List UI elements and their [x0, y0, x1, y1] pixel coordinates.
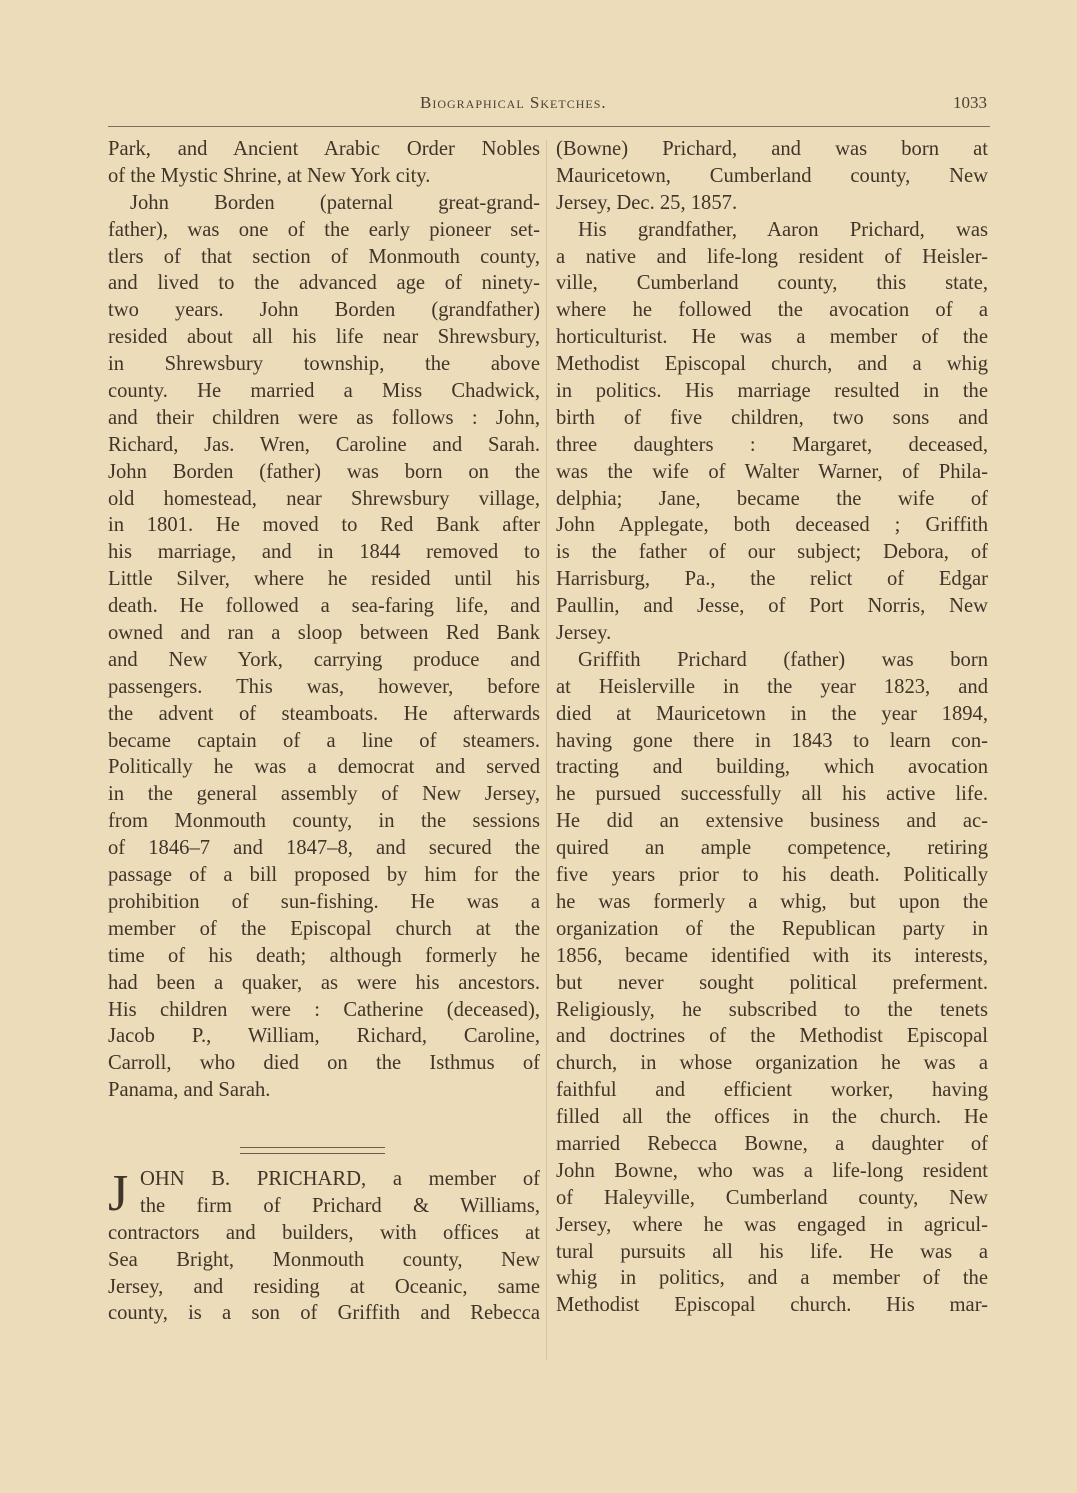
- text-line: county. He married a Miss Chadwick,: [108, 380, 540, 403]
- text-line: his marriage, and in 1844 removed to: [108, 541, 540, 564]
- section-separator-rule-lower: [240, 1153, 385, 1154]
- text-line: two years. John Borden (grandfather): [108, 299, 540, 322]
- biography-entry-prichard: [108, 1166, 540, 1327]
- text-line: John Applegate, both deceased ; Griffith: [556, 514, 988, 537]
- text-line: old homestead, near Shrewsbury village,: [108, 487, 540, 510]
- text-line: but never sought political preferment.: [556, 971, 988, 994]
- text-line: death. He followed a sea-faring life, and: [108, 595, 540, 618]
- text-line: John Borden (paternal great-grand-: [130, 191, 540, 214]
- text-line: whig in politics, and a member of the: [556, 1267, 988, 1290]
- text-line: the advent of steamboats. He afterwards: [108, 702, 540, 725]
- text-line: three daughters : Margaret, deceased,: [556, 433, 988, 456]
- text-line: of 1846–7 and 1847–8, and secured the: [108, 837, 540, 860]
- text-line: five years prior to his death. Politically: [556, 864, 988, 887]
- text-line: had been a quaker, as were his ancestors.: [108, 971, 540, 994]
- text-line: Jersey, Dec. 25, 1857.: [556, 191, 738, 214]
- text-line: became captain of a line of steamers.: [108, 729, 540, 752]
- text-line: and lived to the advanced age of ninety-: [108, 272, 540, 295]
- text-line: is the father of our subject; Debora, of: [556, 541, 988, 564]
- text-line: faithful and efficient worker, having: [556, 1079, 988, 1102]
- text-line: where he followed the avocation of a: [556, 299, 988, 322]
- text-line: organization of the Republican party in: [556, 917, 988, 940]
- text-line: at Heislerville in the year 1823, and: [556, 675, 988, 698]
- text-line: in politics. His marriage resulted in the: [556, 380, 988, 403]
- text-line: Methodist Episcopal church, and a whig: [556, 353, 988, 376]
- text-line: father), was one of the early pioneer set-: [108, 218, 540, 241]
- column-divider: [546, 140, 547, 1360]
- text-line: Methodist Episcopal church. His mar-: [556, 1294, 988, 1317]
- text-line: resided about all his life near Shrewsbury,: [108, 326, 540, 349]
- text-line: Paullin, and Jesse, of Port Norris, New: [556, 595, 988, 618]
- text-line: OHN B. PRICHARD, a member of: [140, 1168, 540, 1190]
- text-line: Griffith Prichard (father) was born: [578, 648, 988, 671]
- text-line: Politically he was a democrat and served: [108, 756, 540, 779]
- text-line: he pursued successfully all his active life.: [556, 783, 988, 806]
- text-line: church, in whose organization he was a: [556, 1052, 988, 1075]
- text-line: Carroll, who died on the Isthmus of: [108, 1052, 540, 1075]
- text-line: of the Mystic Shrine, at New York city.: [108, 164, 431, 187]
- text-line: died at Mauricetown in the year 1894,: [556, 702, 988, 725]
- text-line: county, is a son of Griffith and Rebecca: [108, 1302, 540, 1325]
- text-line: tracting and building, which avocation: [556, 756, 988, 779]
- text-line: he was formerly a whig, but upon the: [556, 890, 988, 913]
- text-line: filled all the offices in the church. He: [556, 1106, 988, 1129]
- text-line: John Borden (father) was born on the: [108, 460, 540, 483]
- text-line: in the general assembly of New Jersey,: [108, 783, 540, 806]
- text-line: birth of five children, two sons and: [556, 406, 988, 429]
- running-head: Biographical Sketches.: [420, 93, 607, 112]
- text-line: His children were : Catherine (deceased),: [108, 998, 540, 1021]
- text-line: His grandfather, Aaron Prichard, was: [578, 218, 988, 241]
- text-line: Park, and Ancient Arabic Order Nobles: [108, 138, 540, 160]
- page-number: 1033: [953, 93, 987, 112]
- text-line: quired an ample competence, retiring: [556, 837, 988, 860]
- text-line: was the wife of Walter Warner, of Phila-: [556, 460, 988, 483]
- text-line: contractors and builders, with offices at: [108, 1221, 540, 1244]
- text-line: owned and ran a sloop between Red Bank: [108, 622, 540, 645]
- text-line: Jersey.: [556, 622, 612, 645]
- right-column: [556, 136, 988, 1319]
- text-line: Richard, Jas. Wren, Caroline and Sarah.: [108, 433, 540, 456]
- left-column: [108, 136, 540, 1104]
- text-line: Mauricetown, Cumberland county, New: [556, 164, 988, 187]
- text-line: tlers of that section of Monmouth county,: [108, 245, 540, 268]
- text-line: tural pursuits all his life. He was a: [556, 1240, 988, 1263]
- section-separator-rule: [240, 1147, 385, 1148]
- text-line: of Haleyville, Cumberland county, New: [556, 1186, 988, 1209]
- text-line: 1856, became identified with its interests,: [556, 944, 988, 967]
- text-line: and New York, carrying produce and: [108, 648, 540, 671]
- text-line: prohibition of sun-fishing. He was a: [108, 890, 540, 913]
- text-line: ville, Cumberland county, this state,: [556, 272, 988, 295]
- drop-cap: J: [108, 1165, 129, 1222]
- text-line: Little Silver, where he resided until his: [108, 568, 540, 591]
- text-line: the firm of Prichard & Williams,: [140, 1194, 540, 1217]
- text-line: married Rebecca Bowne, a daughter of: [556, 1132, 988, 1155]
- text-line: Jersey, where he was engaged in agricul-: [556, 1213, 988, 1236]
- text-line: He did an extensive business and ac-: [556, 810, 988, 833]
- header-rule: [108, 126, 990, 127]
- text-line: time of his death; although formerly he: [108, 944, 540, 967]
- text-line: Panama, and Sarah.: [108, 1079, 271, 1102]
- text-line: delphia; Jane, became the wife of: [556, 487, 988, 510]
- text-line: in Shrewsbury township, the above: [108, 353, 540, 376]
- text-line: having gone there in 1843 to learn con-: [556, 729, 988, 752]
- text-line: a native and life-long resident of Heisler-: [556, 245, 988, 268]
- text-line: from Monmouth county, in the sessions: [108, 810, 540, 833]
- text-line: Sea Bright, Monmouth county, New: [108, 1248, 540, 1271]
- text-line: and their children were as follows : John,: [108, 406, 540, 429]
- text-line: passage of a bill proposed by him for the: [108, 864, 540, 887]
- text-line: (Bowne) Prichard, and was born at: [556, 138, 988, 160]
- text-line: Jacob P., William, Richard, Caroline,: [108, 1025, 540, 1048]
- text-line: Religiously, he subscribed to the tenets: [556, 998, 988, 1021]
- text-line: horticulturist. He was a member of the: [556, 326, 988, 349]
- text-line: Harrisburg, Pa., the relict of Edgar: [556, 568, 988, 591]
- text-line: member of the Episcopal church at the: [108, 917, 540, 940]
- text-line: in 1801. He moved to Red Bank after: [108, 514, 540, 537]
- text-line: and doctrines of the Methodist Episcopal: [556, 1025, 988, 1048]
- text-line: Jersey, and residing at Oceanic, same: [108, 1275, 540, 1298]
- text-line: John Bowne, who was a life-long resident: [556, 1159, 988, 1182]
- text-line: passengers. This was, however, before: [108, 675, 540, 698]
